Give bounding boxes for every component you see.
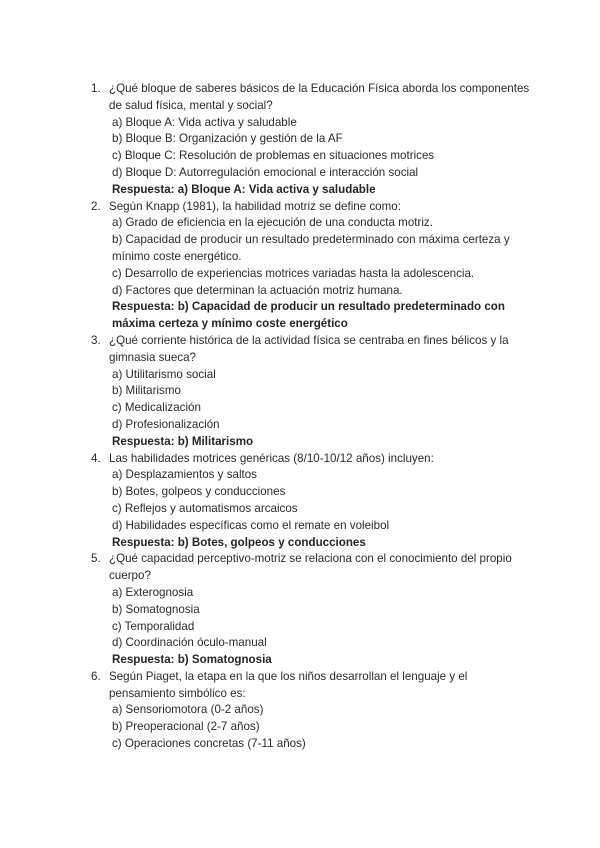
answer: Respuesta: a) Bloque A: Vida activa y saludable bbox=[112, 182, 376, 196]
option: b) Somatognosia bbox=[112, 602, 200, 616]
question-text: ¿Qué corriente histórica de la actividad física se centraba en fines bélicos y la gimnasia sueca? bbox=[109, 333, 509, 364]
question-number: 1. bbox=[91, 82, 101, 95]
question-item bbox=[0, 669, 534, 753]
option: a) Grado de eficiencia en la ejecución de una conducta motriz. bbox=[112, 216, 433, 230]
question-number: 3. bbox=[91, 333, 101, 347]
question-item bbox=[0, 81, 534, 199]
question-text: Las habilidades motrices genéricas (8/10-10/12 años) incluyen: bbox=[109, 451, 434, 465]
answer: Respuesta: b) Somatognosia bbox=[112, 653, 272, 667]
question-number: 5. bbox=[91, 552, 101, 566]
option: b) Preoperacional (2-7 años) bbox=[112, 720, 260, 734]
option: b) Botes, golpeos y conducciones bbox=[112, 485, 286, 499]
option: d) Bloque D: Autorregulación emocional e interacción social bbox=[112, 165, 419, 179]
option: c) Operaciones concretas (7-11 años) bbox=[112, 737, 306, 751]
option: d) Factores que determinan la actuación motriz humana. bbox=[112, 283, 403, 297]
option: a) Sensoriomotora (0-2 años) bbox=[112, 703, 264, 717]
question-text: ¿Qué capacidad perceptivo-motriz se relaciona con el conocimiento del propio cuerpo? bbox=[109, 552, 512, 583]
option: b) Capacidad de producir un resultado predeterminado con máxima certeza y mínimo coste energético. bbox=[112, 233, 510, 263]
answer: Respuesta: b) Capacidad de producir un resultado predeterminado con máxima certeza y mínimo coste energético bbox=[112, 300, 505, 331]
option: d) Profesionalización bbox=[112, 417, 220, 431]
question-text: ¿Qué bloque de saberes básicos de la Educación Física aborda los componentes de salud física, mental y social? bbox=[109, 82, 530, 112]
option: a) Desplazamientos y saltos bbox=[112, 468, 257, 482]
question-number: 4. bbox=[91, 451, 101, 465]
option: c) Bloque C: Resolución de problemas en situaciones motrices bbox=[112, 149, 435, 163]
question-text: Según Piaget, la etapa en la que los niños desarrollan el lenguaje y el pensamiento simbólico es: bbox=[109, 669, 468, 700]
option: d) Habilidades específicas como el remate en voleibol bbox=[112, 518, 390, 532]
option: a) Exterognosia bbox=[112, 585, 194, 599]
question-list bbox=[0, 81, 600, 753]
question-text: Según Knapp (1981), la habilidad motriz se define como: bbox=[109, 199, 401, 213]
option: a) Utilitarismo social bbox=[112, 367, 216, 381]
question-number: 6. bbox=[91, 669, 101, 683]
question-item bbox=[0, 551, 534, 669]
option: c) Temporalidad bbox=[112, 619, 195, 633]
question-item bbox=[0, 199, 534, 333]
question-item bbox=[0, 333, 534, 451]
option: b) Bloque B: Organización y gestión de la AF bbox=[112, 132, 343, 146]
option: d) Coordinación óculo-manual bbox=[112, 636, 267, 650]
answer: Respuesta: b) Botes, golpeos y conducciones bbox=[112, 535, 366, 549]
option: c) Reflejos y automatismos arcaicos bbox=[112, 501, 298, 515]
question-number: 2. bbox=[91, 199, 101, 213]
option: b) Militarismo bbox=[112, 384, 181, 398]
question-item bbox=[0, 451, 534, 552]
option: a) Bloque A: Vida activa y saludable bbox=[112, 115, 297, 129]
option: c) Medicalización bbox=[112, 401, 201, 415]
answer: Respuesta: b) Militarismo bbox=[112, 434, 254, 448]
option: c) Desarrollo de experiencias motrices variadas hasta la adolescencia. bbox=[112, 266, 475, 280]
